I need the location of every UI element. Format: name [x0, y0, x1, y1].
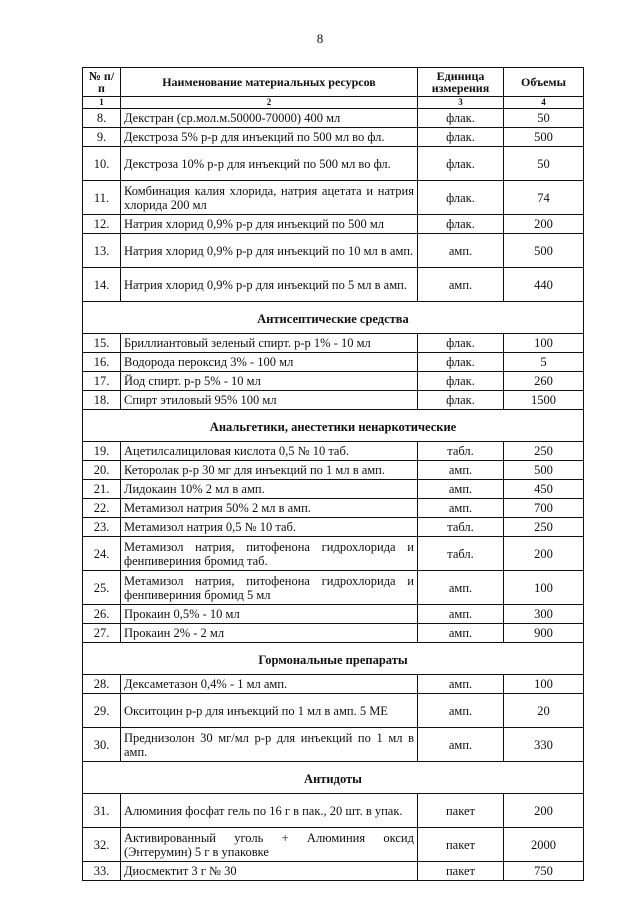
volume-value: 440: [504, 268, 584, 302]
row-number: 31.: [83, 794, 121, 828]
index-row: [83, 97, 584, 109]
table-row: [83, 391, 584, 410]
resource-name: Спирт этиловый 95% 100 мл: [121, 391, 418, 410]
unit-of-measure: амп.: [418, 728, 504, 762]
unit-of-measure: пакет: [418, 794, 504, 828]
unit-of-measure: пакет: [418, 828, 504, 862]
index-cell: 1: [83, 97, 121, 109]
section-header-row: [83, 410, 584, 442]
volume-value: 50: [504, 109, 584, 128]
table-row: [83, 234, 584, 268]
volume-value: 100: [504, 334, 584, 353]
volume-value: 250: [504, 518, 584, 537]
unit-of-measure: амп.: [418, 675, 504, 694]
resource-name: Дексаметазон 0,4% - 1 мл амп.: [121, 675, 418, 694]
resource-name: Лидокаин 10% 2 мл в амп.: [121, 480, 418, 499]
table-row: [83, 128, 584, 147]
row-number: 9.: [83, 128, 121, 147]
section-title: Гормональные препараты: [83, 643, 584, 675]
row-number: 25.: [83, 571, 121, 605]
resource-name: Метамизол натрия, питофенона гидрохлорида и фенпивериния бромид таб.: [121, 537, 418, 571]
row-number: 21.: [83, 480, 121, 499]
table-row: [83, 353, 584, 372]
resource-name: Метамизол натрия 50% 2 мл в амп.: [121, 499, 418, 518]
resource-name: Прокаин 0,5% - 10 мл: [121, 605, 418, 624]
table-row: [83, 215, 584, 234]
table-row: [83, 862, 584, 881]
section-title: Антисептические средства: [83, 302, 584, 334]
resource-name: Ацетилсалициловая кислота 0,5 № 10 таб.: [121, 442, 418, 461]
unit-of-measure: флак.: [418, 109, 504, 128]
resource-name: Активированный уголь + Алюминия оксид (Энтерумин) 5 г в упаковке: [121, 828, 418, 862]
row-number: 27.: [83, 624, 121, 643]
table-row: [83, 728, 584, 762]
unit-of-measure: флак.: [418, 372, 504, 391]
resource-name: Комбинация калия хлорида, натрия ацетата и натрия хлорида 200 мл: [121, 181, 418, 215]
row-number: 11.: [83, 181, 121, 215]
volume-value: 100: [504, 571, 584, 605]
resource-name: Диосмектит 3 г № 30: [121, 862, 418, 881]
table-row: [83, 499, 584, 518]
unit-of-measure: табл.: [418, 518, 504, 537]
unit-of-measure: амп.: [418, 605, 504, 624]
resource-name: Водорода пероксид 3% - 100 мл: [121, 353, 418, 372]
volume-value: 20: [504, 694, 584, 728]
unit-of-measure: амп.: [418, 571, 504, 605]
table-row: [83, 694, 584, 728]
page-number: 8: [316, 31, 324, 46]
row-number: 24.: [83, 537, 121, 571]
row-number: 15.: [83, 334, 121, 353]
volume-value: 450: [504, 480, 584, 499]
volume-value: 250: [504, 442, 584, 461]
unit-of-measure: флак.: [418, 215, 504, 234]
table-row: [83, 537, 584, 571]
section-header-row: [83, 302, 584, 334]
resource-name: Кеторолак р-р 30 мг для инъекций по 1 мл в амп.: [121, 461, 418, 480]
row-number: 28.: [83, 675, 121, 694]
volume-value: 74: [504, 181, 584, 215]
resource-name: Преднизолон 30 мг/мл р-р для инъекций по 1 мл в амп.: [121, 728, 418, 762]
volume-value: 1500: [504, 391, 584, 410]
row-number: 16.: [83, 353, 121, 372]
index-cell: 4: [504, 97, 584, 109]
table-row: [83, 480, 584, 499]
resource-name: Декстран (ср.мол.м.50000-70000) 400 мл: [121, 109, 418, 128]
unit-of-measure: амп.: [418, 480, 504, 499]
resource-name: Натрия хлорид 0,9% р-р для инъекций по 5 мл в амп.: [121, 268, 418, 302]
resource-name: Окситоцин р-р для инъекций по 1 мл в амп. 5 МЕ: [121, 694, 418, 728]
table-body: [83, 109, 584, 881]
row-number: 22.: [83, 499, 121, 518]
volume-value: 700: [504, 499, 584, 518]
header-volume: Объемы: [504, 68, 584, 97]
unit-of-measure: табл.: [418, 537, 504, 571]
unit-of-measure: флак.: [418, 128, 504, 147]
resource-name: Декстроза 5% р-р для инъекций по 500 мл во фл.: [121, 128, 418, 147]
header-name: Наименование материальных ресурсов: [121, 68, 418, 97]
volume-value: 5: [504, 353, 584, 372]
table-row: [83, 147, 584, 181]
resource-name: Метамизол натрия, питофенона гидрохлорида и фенпивериния бромид 5 мл: [121, 571, 418, 605]
table-row: [83, 794, 584, 828]
row-number: 32.: [83, 828, 121, 862]
volume-value: 50: [504, 147, 584, 181]
volume-value: 200: [504, 794, 584, 828]
table-row: [83, 372, 584, 391]
row-number: 23.: [83, 518, 121, 537]
resource-name: Метамизол натрия 0,5 № 10 таб.: [121, 518, 418, 537]
row-number: 14.: [83, 268, 121, 302]
unit-of-measure: флак.: [418, 353, 504, 372]
volume-value: 2000: [504, 828, 584, 862]
unit-of-measure: амп.: [418, 234, 504, 268]
section-header-row: [83, 762, 584, 794]
row-number: 8.: [83, 109, 121, 128]
row-number: 19.: [83, 442, 121, 461]
volume-value: 900: [504, 624, 584, 643]
resource-name: Натрия хлорид 0,9% р-р для инъекций по 10 мл в амп.: [121, 234, 418, 268]
header-num: № п/п: [83, 68, 121, 97]
volume-value: 500: [504, 234, 584, 268]
unit-of-measure: амп.: [418, 499, 504, 518]
table-row: [83, 268, 584, 302]
table-row: [83, 518, 584, 537]
table-row: [83, 334, 584, 353]
volume-value: 200: [504, 537, 584, 571]
section-title: Анальгетики, анестетики ненаркотические: [83, 410, 584, 442]
table-row: [83, 828, 584, 862]
table-row: [83, 109, 584, 128]
unit-of-measure: флак.: [418, 334, 504, 353]
volume-value: 260: [504, 372, 584, 391]
row-number: 30.: [83, 728, 121, 762]
index-cell: 3: [418, 97, 504, 109]
index-cell: 2: [121, 97, 418, 109]
unit-of-measure: амп.: [418, 268, 504, 302]
table-row: [83, 605, 584, 624]
resource-name: Йод спирт. р-р 5% - 10 мл: [121, 372, 418, 391]
unit-of-measure: табл.: [418, 442, 504, 461]
table-row: [83, 461, 584, 480]
volume-value: 330: [504, 728, 584, 762]
row-number: 20.: [83, 461, 121, 480]
volume-value: 100: [504, 675, 584, 694]
row-number: 29.: [83, 694, 121, 728]
row-number: 17.: [83, 372, 121, 391]
resource-name: Алюминия фосфат гель по 16 г в пак., 20 шт. в упак.: [121, 794, 418, 828]
header-row: [83, 68, 584, 97]
table-row: [83, 624, 584, 643]
unit-of-measure: флак.: [418, 147, 504, 181]
table-row: [83, 571, 584, 605]
resource-name: Бриллиантовый зеленый спирт. р-р 1% - 10 мл: [121, 334, 418, 353]
row-number: 26.: [83, 605, 121, 624]
unit-of-measure: флак.: [418, 181, 504, 215]
row-number: 10.: [83, 147, 121, 181]
section-title: Антидоты: [83, 762, 584, 794]
volume-value: 750: [504, 862, 584, 881]
row-number: 18.: [83, 391, 121, 410]
volume-value: 200: [504, 215, 584, 234]
unit-of-measure: амп.: [418, 461, 504, 480]
header-unit: Единица измерения: [418, 68, 504, 97]
resource-name: Натрия хлорид 0,9% р-р для инъекций по 500 мл: [121, 215, 418, 234]
unit-of-measure: амп.: [418, 624, 504, 643]
resource-name: Прокаин 2% - 2 мл: [121, 624, 418, 643]
table-row: [83, 442, 584, 461]
resources-table: [82, 67, 584, 881]
row-number: 12.: [83, 215, 121, 234]
unit-of-measure: флак.: [418, 391, 504, 410]
resource-name: Декстроза 10% р-р для инъекций по 500 мл во фл.: [121, 147, 418, 181]
unit-of-measure: амп.: [418, 694, 504, 728]
volume-value: 500: [504, 461, 584, 480]
table-row: [83, 181, 584, 215]
table-row: [83, 675, 584, 694]
row-number: 13.: [83, 234, 121, 268]
unit-of-measure: пакет: [418, 862, 504, 881]
row-number: 33.: [83, 862, 121, 881]
section-header-row: [83, 643, 584, 675]
volume-value: 300: [504, 605, 584, 624]
volume-value: 500: [504, 128, 584, 147]
